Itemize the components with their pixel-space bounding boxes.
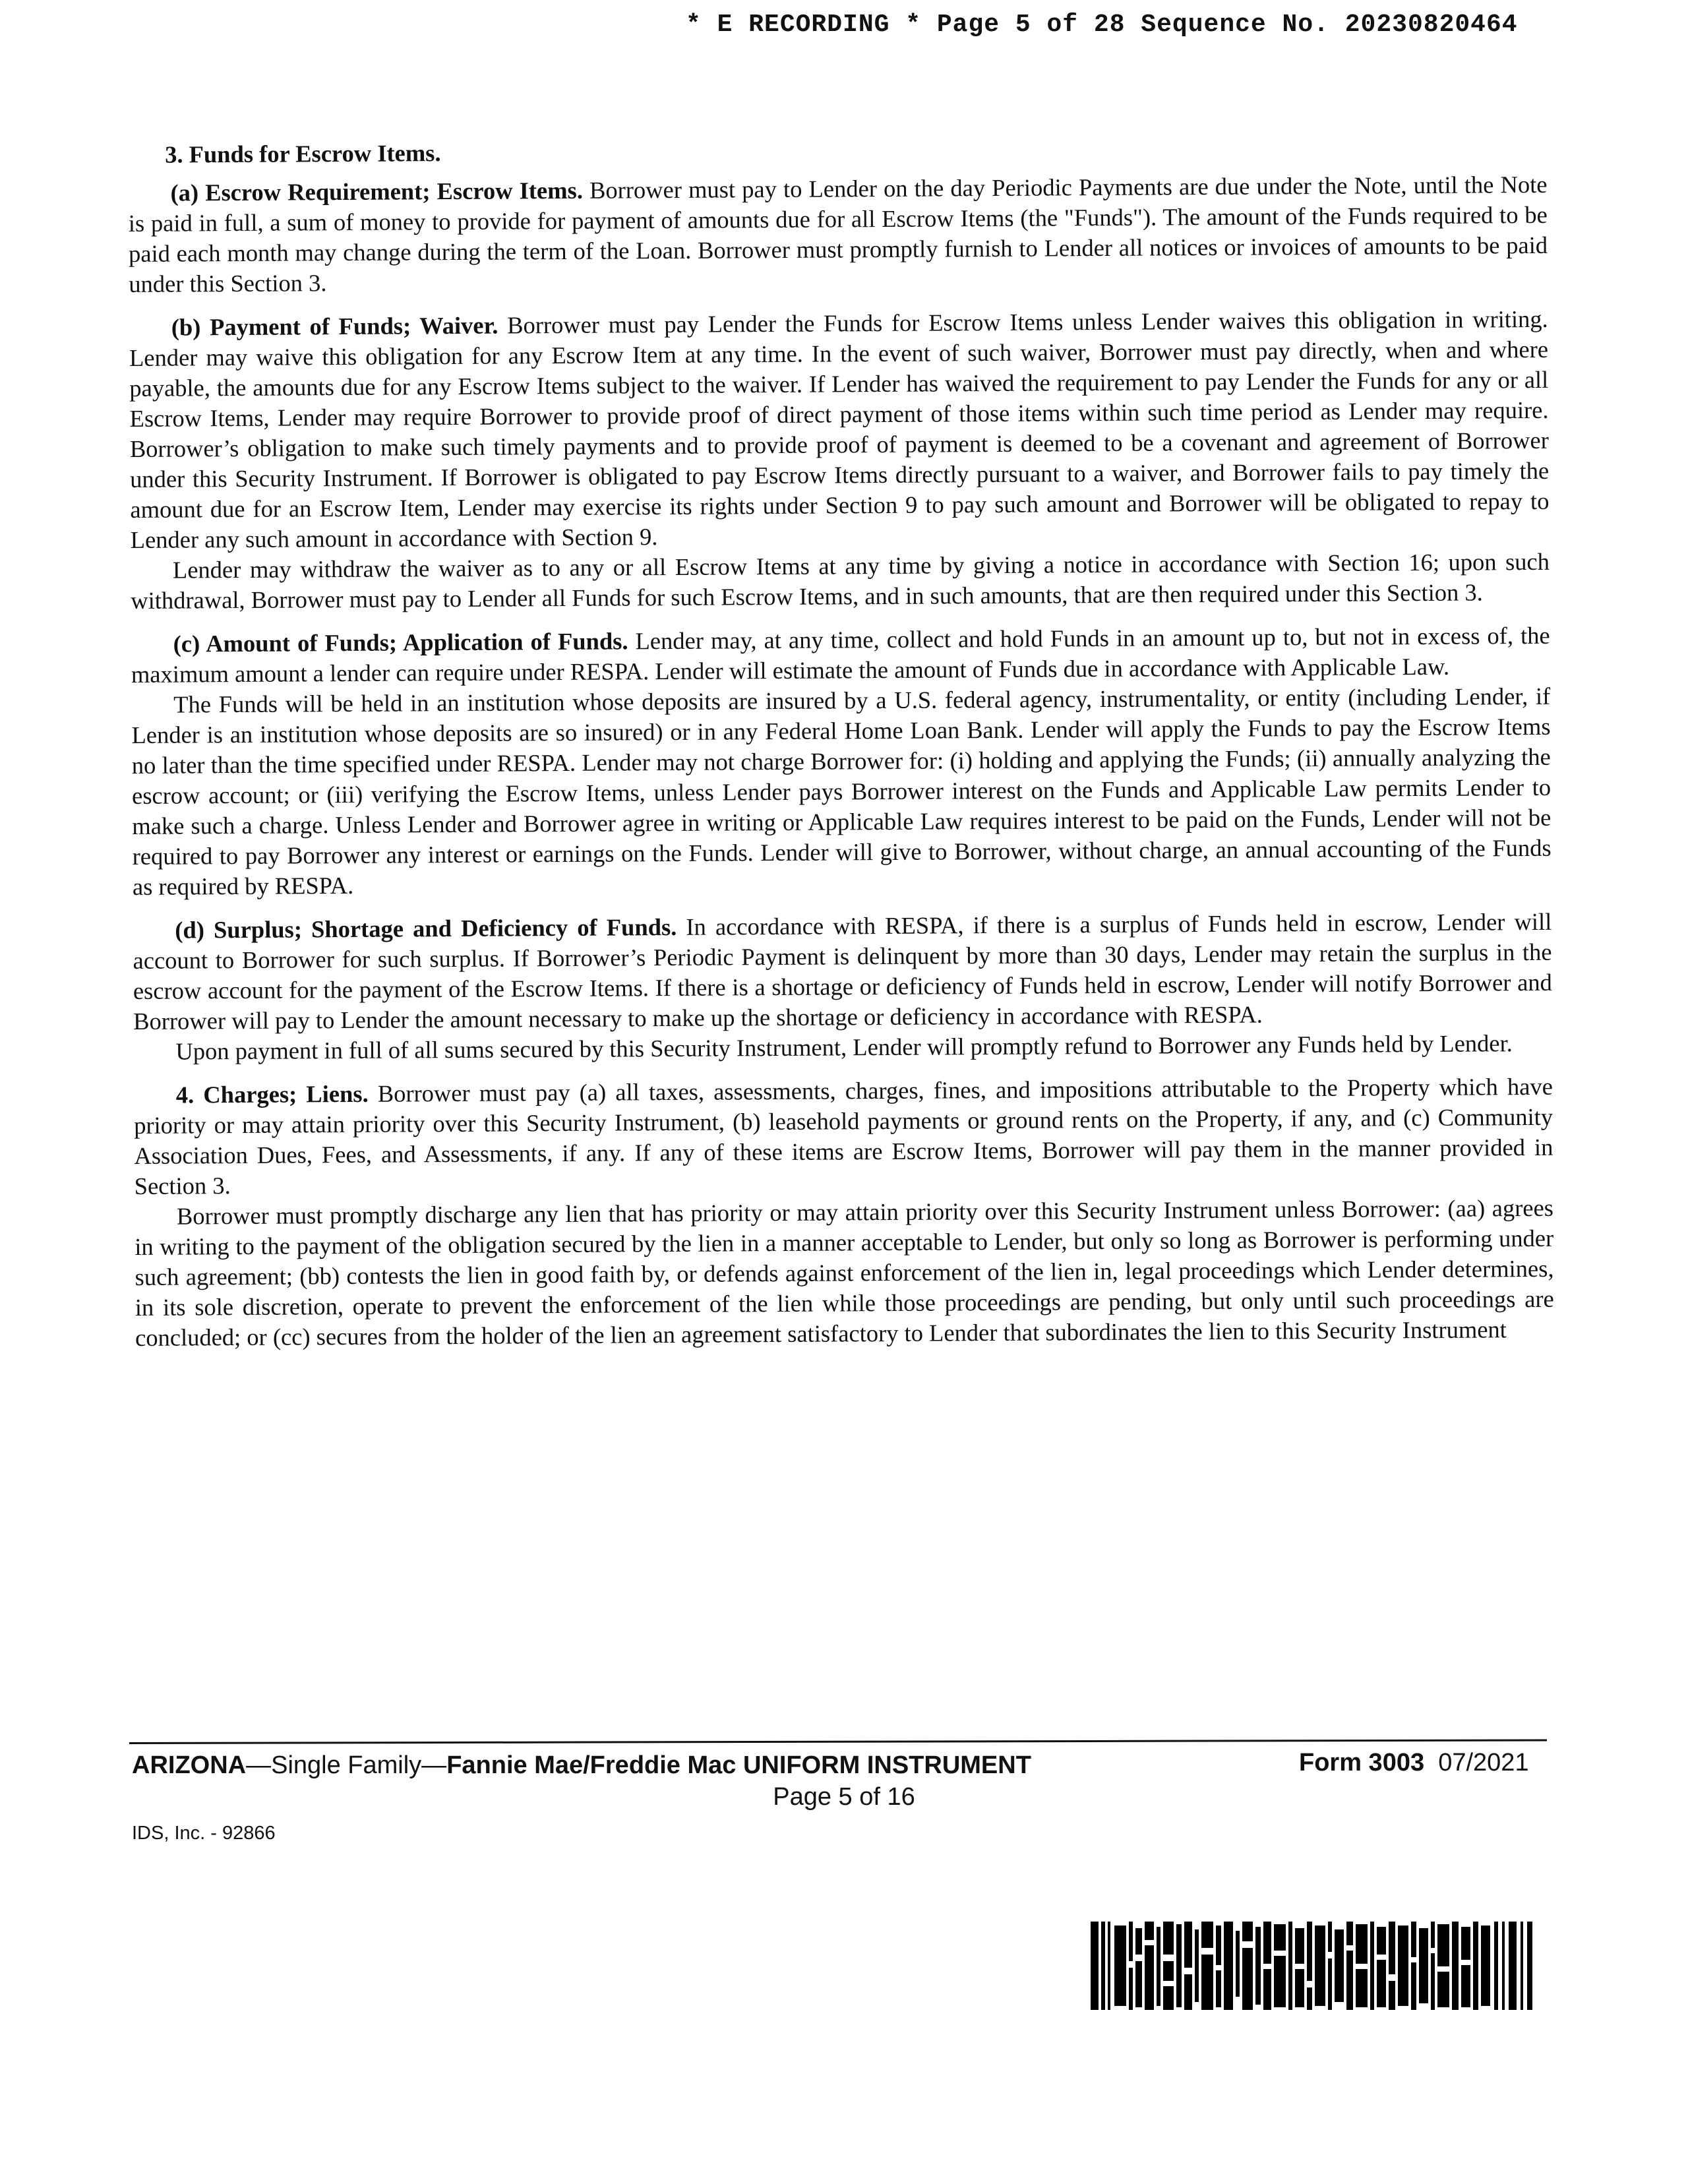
section-3b-paragraph	[129, 304, 1550, 555]
document-body	[128, 131, 1554, 1353]
section-3d-paragraph	[133, 907, 1552, 1037]
section-3c-paragraph	[131, 621, 1551, 690]
barcode-icon	[1091, 1922, 1535, 2010]
section-4-text: Borrower must pay (a) all taxes, assessments, charges, fines, and impositions attributable to the Property which have priority or may attain priority over this Security Instrument, (b) leasehold payments or ground rents on the Property, if any, and (c) Community Association Dues, Fees, and Assessments, if any. If any of these items are Escrow Items, Borrower will pay them in the manner provided in Section 3.	[134, 1072, 1553, 1199]
section-3b-paragraph-2: Lender may withdraw the waiver as to any or all Escrow Items at any time by giving a notice in accordance with Section 16; upon such withdrawal, Borrower must pay to Lender all Funds for such Escrow Items, and in such amounts, that are then required under this Section 3.	[131, 547, 1550, 614]
section-3b-heading: (b) Payment of Funds; Waiver.	[171, 311, 498, 341]
section-3c-paragraph-2: The Funds will be held in an institution whose deposits are insured by a U.S. federal agency, instrumentality, or entity (including Lender, if Lender is an institution whose deposits are so insured) or in any Federal Home Loan Bank. Lender will apply the Funds to pay the Escrow Items no later than the time specified under RESPA. Lender may not charge Borrower for: (i) holding and applying the Funds; (ii) annually analyzing the escrow account; or (iii) verifying the Escrow Items, unless Lender pays Borrower interest on the Funds and Applicable Law permits Lender to make such a charge. Unless Lender and Borrower agree in writing or Applicable Law requires interest to be paid on the Funds, Lender will not be required to pay Borrower any interest or earnings on the Funds. Lender will give to Borrower, without charge, an annual accounting of the Funds as required by RESPA.	[131, 682, 1552, 900]
section-3a-paragraph	[128, 169, 1548, 299]
footer-instrument: Fannie Mae/Freddie Mac UNIFORM INSTRUMENT	[446, 1751, 1031, 1779]
recording-header: * E RECORDING * Page 5 of 28 Sequence No. 20230820464	[686, 11, 1518, 39]
section-3d-heading: (d) Surplus; Shortage and Deficiency of Funds.	[175, 913, 677, 944]
section-3a-heading: (a) Escrow Requirement; Escrow Items.	[170, 176, 584, 206]
footer-form-date: 07/2021	[1438, 1749, 1529, 1776]
section-4-paragraph-2: Borrower must promptly discharge any lien that has priority or may attain priority over this Security Instrument unless Borrower: (aa) agrees in writing to the payment of the obligation secured by the lien in a manner acceptable to Lender, but only so long as Borrower is performing under such agreement; (bb) contests the lien in good faith by, or defends against enforcement of the lien in, legal proceedings which Lender determines, in its sole discretion, operate to prevent the enforcement of the lien while those proceedings are pending, but only until such proceedings are concluded; or (cc) secures from the holder of the lien an agreement satisfactory to Lender that subordinates the lien to this Security Instrument	[135, 1194, 1554, 1351]
footer-page-number: Page 5 of 16	[773, 1783, 915, 1811]
section-3c-heading: (c) Amount of Funds; Application of Funds.	[173, 627, 628, 657]
section-4-paragraph	[134, 1072, 1553, 1201]
section-3d-paragraph-2: Upon payment in full of all sums secured by this Security Instrument, Lender will promptly refund to Borrower any Funds held by Lender.	[175, 1029, 1513, 1065]
section-3a-text: Borrower must pay to Lender on the day Periodic Payments are due under the Note, until the Note is paid in full, a sum of money to provide for payment of amounts due for all Escrow Items (the "Funds"). The amount of the Funds required to be paid each month may change during the term of the Loan. Borrower must promptly furnish to Lender all notices or invoices of amounts to be paid under this Section 3.	[128, 170, 1548, 297]
section-3b-text: Borrower must pay Lender the Funds for Escrow Items unless Lender waives this obligation in writing. Lender may waive this obligation for any Escrow Item at any time. In the event of such waiver, Borrower must pay directly, when and where payable, the amounts due for any Escrow Items subject to the waiver. If Lender has waived the requirement to pay Lender the Funds for any or all Escrow Items, Lender may require Borrower to provide proof of direct payment of those items within such time period as Lender may require. Borrower’s obligation to make such timely payments and to provide proof of payment is deemed to be a covenant and agreement of Borrower under this Security Instrument. If Borrower is obligated to pay Escrow Items directly pursuant to a waiver, and Borrower fails to pay timely the amount due for an Escrow Item, Lender may exercise its rights under Section 9 to pay such amount and Borrower will be obligated to repay to Lender any such amount in accordance with Section 9.	[129, 305, 1550, 553]
footer-type: —Single Family—	[246, 1751, 447, 1779]
section-3-title: 3. Funds for Escrow Items.	[165, 139, 441, 168]
footer-instrument-line	[132, 1751, 1031, 1780]
section-4-heading: 4. Charges; Liens.	[175, 1079, 369, 1108]
footer-form	[1299, 1749, 1529, 1777]
footer-form-label: Form 3003	[1299, 1749, 1425, 1776]
section-3d-text: In accordance with RESPA, if there is a surplus of Funds held in escrow, Lender will account to Borrower for such surplus. If Borrower’s Periodic Payment is delinquent by more than 30 days, Lender may retain the surplus in the escrow account for the payment of the Escrow Items. If there is a shortage or deficiency of Funds held in escrow, Lender will notify Borrower and Borrower will pay to Lender the amount necessary to make up the shortage or deficiency in accordance with RESPA.	[133, 907, 1552, 1035]
footer-divider	[129, 1739, 1547, 1744]
footer-state: ARIZONA	[132, 1751, 247, 1779]
section-3c-text: Lender may, at any time, collect and hold Funds in an amount up to, but not in excess of, the maximum amount a lender can require under RESPA. Lender will estimate the amount of Funds due in accordance with Applicable Law.	[131, 621, 1550, 688]
footer-vendor: IDS, Inc. - 92866	[132, 1823, 276, 1844]
